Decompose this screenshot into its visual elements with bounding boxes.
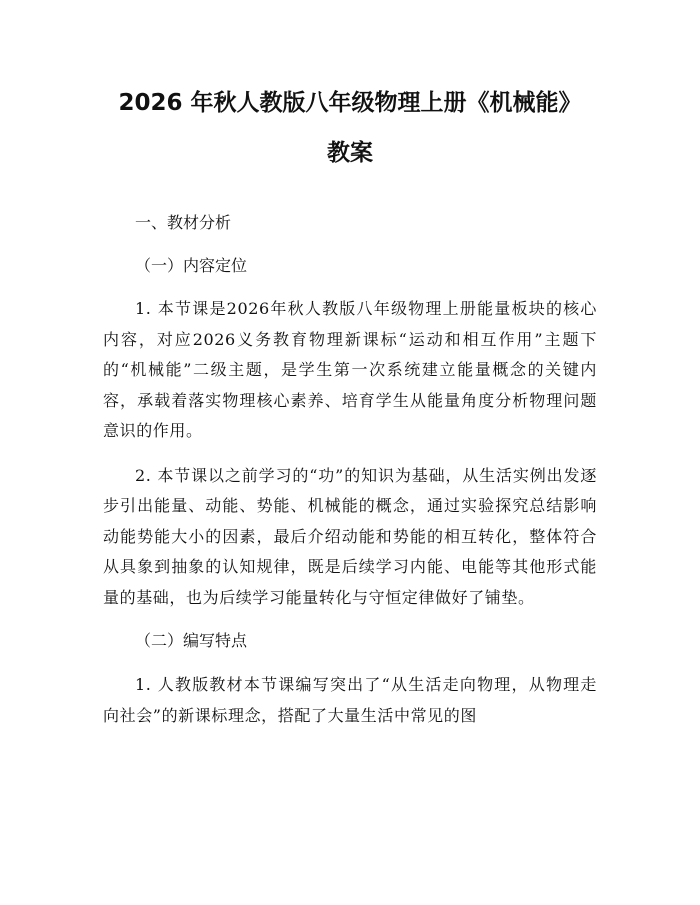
section-heading-teaching-material-analysis: 一、教材分析 [135,213,232,232]
paragraph-2: 2. 本节课以之前学习的“功”的知识为基础，从生活实例出发逐步引出能量、动能、势能、机械能的概念，通过实验探究总结影响动能势能大小的因素，最后介绍动能和势能的相互转化，整体符合从具象到抽象的认知规律，既是后续学习内能、电能等其他形式能量的基础，也为后续学习能量转化与守恒定律做好了铺垫。 [103,465,597,607]
subsection-heading-content-positioning: （一）内容定位 [135,256,248,275]
paragraph-1: 1. 本节课是2026年秋人教版八年级物理上册能量板块的核心内容，对应2026义务教育物理新课标“运动和相互作用”主题下的“机械能”二级主题，是学生第一次系统建立能量概念的关键内容，承载着落实物理核心素养、培育学生从能量角度分析物理问题意识的作用。 [103,299,597,440]
subsection-heading-writing-features: （二）编写特点 [135,631,248,650]
document-title [103,0,597,178]
title-line-2: 教案 [327,140,373,166]
title-line-1: 2026 年秋人教版八年级物理上册《机械能》 [118,90,582,116]
paragraph-3: 1. 人教版教材本节课编写突出了“从生活走向物理，从物理走向社会”的新课标理念，搭配了大量生活中常见的图 [103,675,597,725]
